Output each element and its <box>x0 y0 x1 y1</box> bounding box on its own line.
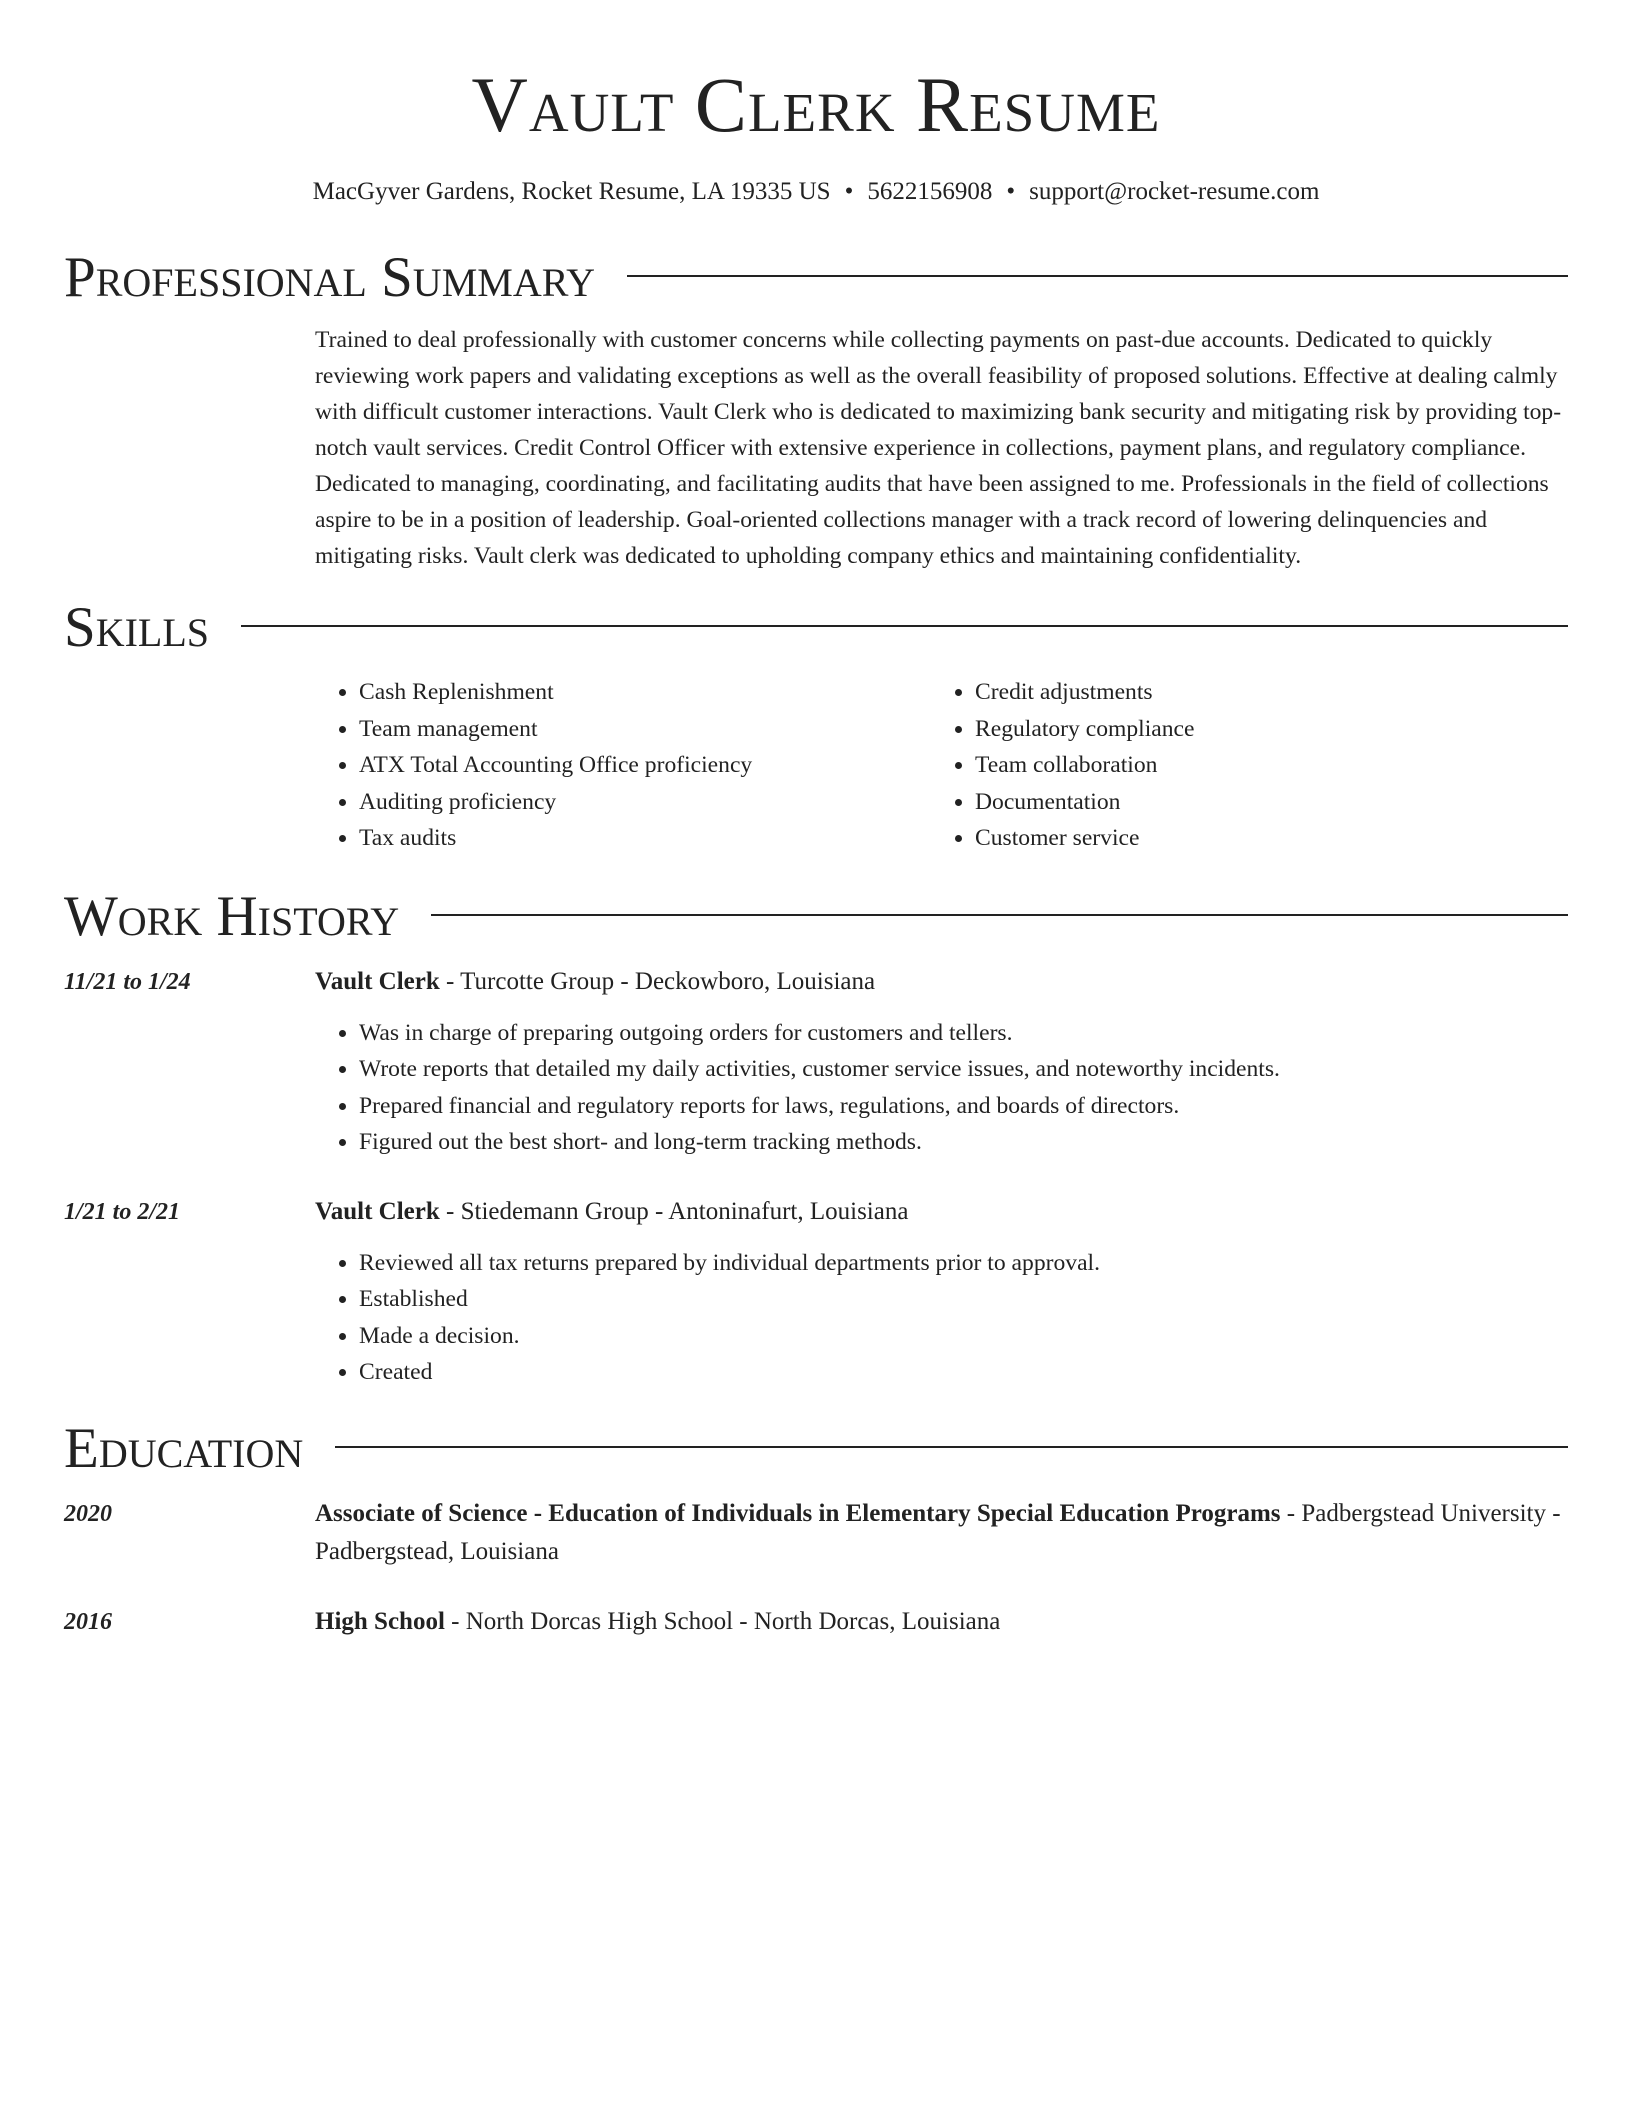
skills-column-right <box>931 674 1194 857</box>
job-role: Vault Clerk <box>315 967 440 995</box>
education-date: 2016 <box>64 1608 112 1635</box>
summary-header <box>64 246 1568 310</box>
skills-section <box>64 596 1568 857</box>
job-bullets <box>315 1015 1568 1161</box>
section-divider <box>241 625 1568 627</box>
job-body <box>315 1193 1568 1391</box>
summary-section <box>64 246 1568 574</box>
skills-column-left <box>64 674 931 857</box>
skill-item: • Customer service <box>975 820 1194 857</box>
job-body <box>315 963 1568 1161</box>
skill-item: • Team management <box>359 711 931 748</box>
education-section <box>64 1417 1568 1641</box>
skill-item: • ATX Total Accounting Office proficiency <box>359 747 931 784</box>
skills-title: Skills <box>64 596 210 659</box>
education-entry <box>64 1495 1568 1571</box>
contact-phone: 5622156908 <box>867 178 993 205</box>
work-header <box>64 885 1568 949</box>
job-bullets <box>315 1245 1568 1391</box>
job-role: Vault Clerk <box>315 1197 440 1225</box>
education-school: - Padbergstead University - Padbergstead, Louisiana <box>315 1499 1561 1565</box>
job-bullet: • Wrote reports that detailed my daily activities, customer service issues, and noteworthy incidents. <box>359 1051 1568 1088</box>
contact-separator: • <box>1006 178 1016 205</box>
job-bullet: • Created <box>359 1354 1568 1391</box>
skill-item: • Tax audits <box>359 820 931 857</box>
job-bullet: • Was in charge of preparing outgoing orders for customers and tellers. <box>359 1015 1568 1052</box>
resume-page <box>64 0 1568 1641</box>
education-entry <box>64 1603 1568 1641</box>
education-body <box>315 1495 1568 1571</box>
skills-list <box>64 674 1568 857</box>
education-date: 2020 <box>64 1500 112 1527</box>
job-bullet: • Established <box>359 1281 1568 1318</box>
education-degree: Associate of Science - Education of Individuals in Elementary Special Education Programs <box>315 1499 1281 1527</box>
job-title <box>315 1193 1568 1231</box>
job-bullet: • Prepared financial and regulatory reports for laws, regulations, and boards of directors. <box>359 1088 1568 1125</box>
contact-address: MacGyver Gardens, Rocket Resume, LA 19335 US <box>312 178 831 205</box>
section-divider <box>627 275 1568 277</box>
resume-title: Vault Clerk Resume <box>471 61 1161 148</box>
education-school: - North Dorcas High School - North Dorcas, Louisiana <box>444 1607 1001 1635</box>
work-section <box>64 885 1568 1391</box>
contact-separator: • <box>844 178 854 205</box>
job-company: - Stiedemann Group - Antoninafurt, Louisiana <box>439 1197 909 1225</box>
skill-item: • Regulatory compliance <box>975 711 1194 748</box>
job-bullet: • Figured out the best short- and long-term tracking methods. <box>359 1124 1568 1161</box>
education-body <box>315 1603 1568 1641</box>
job-entry <box>64 963 1568 1161</box>
section-divider <box>431 914 1568 916</box>
contact-line <box>64 176 1568 208</box>
contact-email: support@rocket-resume.com <box>1029 178 1320 205</box>
job-date: 1/21 to 2/21 <box>64 1198 181 1225</box>
education-title: Education <box>64 1416 304 1480</box>
skill-item: • Cash Replenishment <box>359 674 931 711</box>
education-degree: High School <box>315 1607 445 1635</box>
skill-item: • Documentation <box>975 784 1194 821</box>
skill-item: • Credit adjustments <box>975 674 1194 711</box>
summary-title: Professional Summary <box>64 246 596 309</box>
work-title: Work History <box>64 884 400 948</box>
job-bullet: • Made a decision. <box>359 1318 1568 1355</box>
section-divider <box>335 1446 1568 1448</box>
job-entry <box>64 1193 1568 1391</box>
education-header <box>64 1417 1568 1481</box>
job-bullet: • Reviewed all tax returns prepared by individual departments prior to approval. <box>359 1245 1568 1282</box>
skill-item: • Auditing proficiency <box>359 784 931 821</box>
skill-item: • Team collaboration <box>975 747 1194 784</box>
skills-header <box>64 596 1568 660</box>
job-title <box>315 963 1568 1001</box>
job-date: 11/21 to 1/24 <box>64 968 191 995</box>
job-company: - Turcotte Group - Deckowboro, Louisiana <box>439 967 876 995</box>
summary-text: Trained to deal professionally with customer concerns while collecting payments on past-due accounts. Dedicated to quickly reviewing work papers and validating exceptions as well as the overall feasibility of proposed solutions. Effective at dealing calmly with difficult customer interactions. Vault Clerk who is dedicated to maximizing bank security and mitigating risk by providing top-notch vault services. Credit Control Officer with extensive experience in collections, payment plans, and regulatory compliance. Dedicated to managing, coordinating, and facilitating audits that have been assigned to me. Professionals in the field of collections aspire to be in a position of leadership. Goal-oriented collections manager with a track record of lowering delinquencies and mitigating risks. Vault clerk was dedicated to upholding company ethics and maintaining confidentiality. <box>315 327 1562 569</box>
